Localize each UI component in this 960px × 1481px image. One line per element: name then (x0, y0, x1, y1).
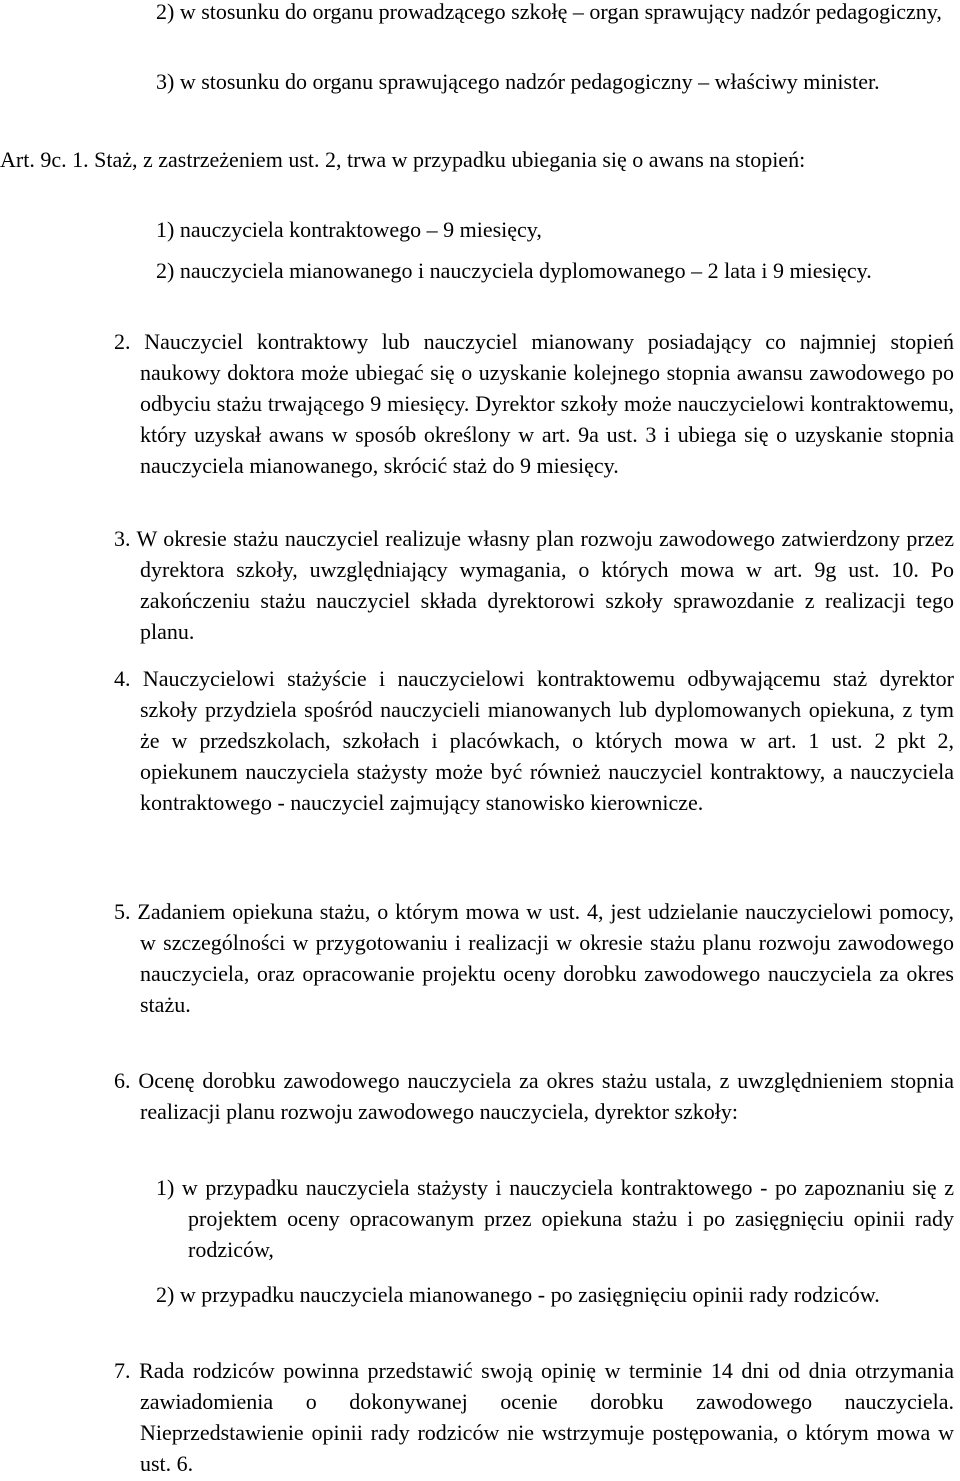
item-text: nauczyciela kontraktowego – 9 miesięcy, (179, 217, 542, 242)
item-number: 2) (156, 0, 175, 24)
paragraph-text: Rada rodziców powinna przedstawić swoją opinię w terminie 14 dni od dnia otrzymania zawiadomienia o dokonywanej ocenie dorobku zawodowego nauczyciela. Nieprzedstawienie opinii rady rodziców nie wstrzymuje postępowania, o którym mowa w ust. 6. (139, 1358, 955, 1476)
item-number: 2) (156, 1282, 175, 1307)
item-text: w stosunku do organu prowadzącego szkołę – organ sprawujący nadzór pedagogiczny, (179, 0, 942, 24)
item-number: 2) (156, 258, 175, 283)
item-number: 1) (156, 217, 175, 242)
list-item (156, 1172, 954, 1265)
list-item (156, 255, 954, 286)
article-heading: Art. 9c. 1. (0, 147, 89, 172)
numbered-paragraph (114, 663, 954, 818)
paragraph-text: Nauczyciel kontraktowy lub nauczyciel mianowany posiadający co najmniej stopień naukowy doktora może ubiegać się o uzyskanie kolejnego stopnia awansu zawodowego po odbyciu stażu trwającego 9 miesięcy. Dyrektor szkoły może nauczycielowi kontraktowemu, który uzyskał awans w sposób określony w art. 9a ust. 3 i ubiega się o uzyskanie stopnia nauczyciela mianowanego, skrócić staż do 9 miesięcy. (140, 329, 954, 478)
paragraph-text: W okresie stażu nauczyciel realizuje własny plan rozwoju zawodowego zatwierdzony przez dyrektora szkoły, uwzględniający wymagania, o których mowa w art. 9g ust. 10. Po zakończeniu stażu nauczyciel składa dyrektorowi szkoły sprawozdanie z realizacji tego planu. (136, 526, 954, 644)
article-text: Staż, z zastrzeżeniem ust. 2, trwa w przypadku ubiegania się o awans na stopień: (94, 147, 806, 172)
paragraph-text: Nauczycielowi stażyście i nauczycielowi kontraktowemu odbywającemu staż dyrektor szkoły przydziela spośród nauczycieli mianowanych lub dyplomowanych opiekuna, z tym że w przedszkolach, szkołach i placówkach, o których mowa w art. 1 ust. 2 pkt 2, opiekunem nauczyciela stażysty może być również nauczyciel kontraktowy, a nauczyciela kontraktowego - nauczyciel zajmujący stanowisko kierownicze. (140, 666, 954, 815)
paragraph-number: 2. (114, 329, 131, 354)
paragraph-number: 5. (114, 899, 131, 924)
paragraph-text: Zadaniem opiekuna stażu, o którym mowa w ust. 4, jest udzielanie nauczycielowi pomocy, w szczególności w przygotowaniu i realizacji w okresie stażu planu rozwoju zawodowego nauczyciela, oraz opracowanie projektu oceny dorobku zawodowego nauczyciela za okres stażu. (137, 899, 954, 1017)
paragraph-number: 3. (114, 526, 131, 551)
list-item (156, 0, 954, 27)
paragraph-text: Ocenę dorobku zawodowego nauczyciela za okres stażu ustala, z uwzględnieniem stopnia realizacji planu rozwoju zawodowego nauczyciela, dyrektor szkoły: (138, 1068, 954, 1124)
paragraph-number: 4. (114, 666, 131, 691)
numbered-paragraph (114, 1355, 955, 1479)
numbered-paragraph (114, 523, 954, 647)
item-number: 3) (156, 69, 175, 94)
item-text: w przypadku nauczyciela stażysty i nauczyciela kontraktowego - po zapoznaniu się z projektem oceny opracowanym przez opiekuna stażu i po zasięgnięciu opinii rady rodziców, (181, 1175, 955, 1262)
list-item (156, 214, 954, 245)
list-item (156, 1279, 954, 1310)
item-text: nauczyciela mianowanego i nauczyciela dyplomowanego – 2 lata i 9 miesięcy. (179, 258, 872, 283)
paragraph-number: 6. (114, 1068, 131, 1093)
item-number: 1) (156, 1175, 175, 1200)
article-paragraph (0, 144, 954, 175)
list-item (156, 66, 954, 97)
numbered-paragraph (114, 896, 954, 1020)
paragraph-number: 7. (114, 1358, 131, 1383)
item-text: w przypadku nauczyciela mianowanego - po zasięgnięciu opinii rady rodziców. (179, 1282, 880, 1307)
numbered-paragraph (114, 326, 954, 481)
numbered-paragraph (114, 1065, 954, 1127)
item-text: w stosunku do organu sprawującego nadzór pedagogiczny – właściwy minister. (179, 69, 880, 94)
